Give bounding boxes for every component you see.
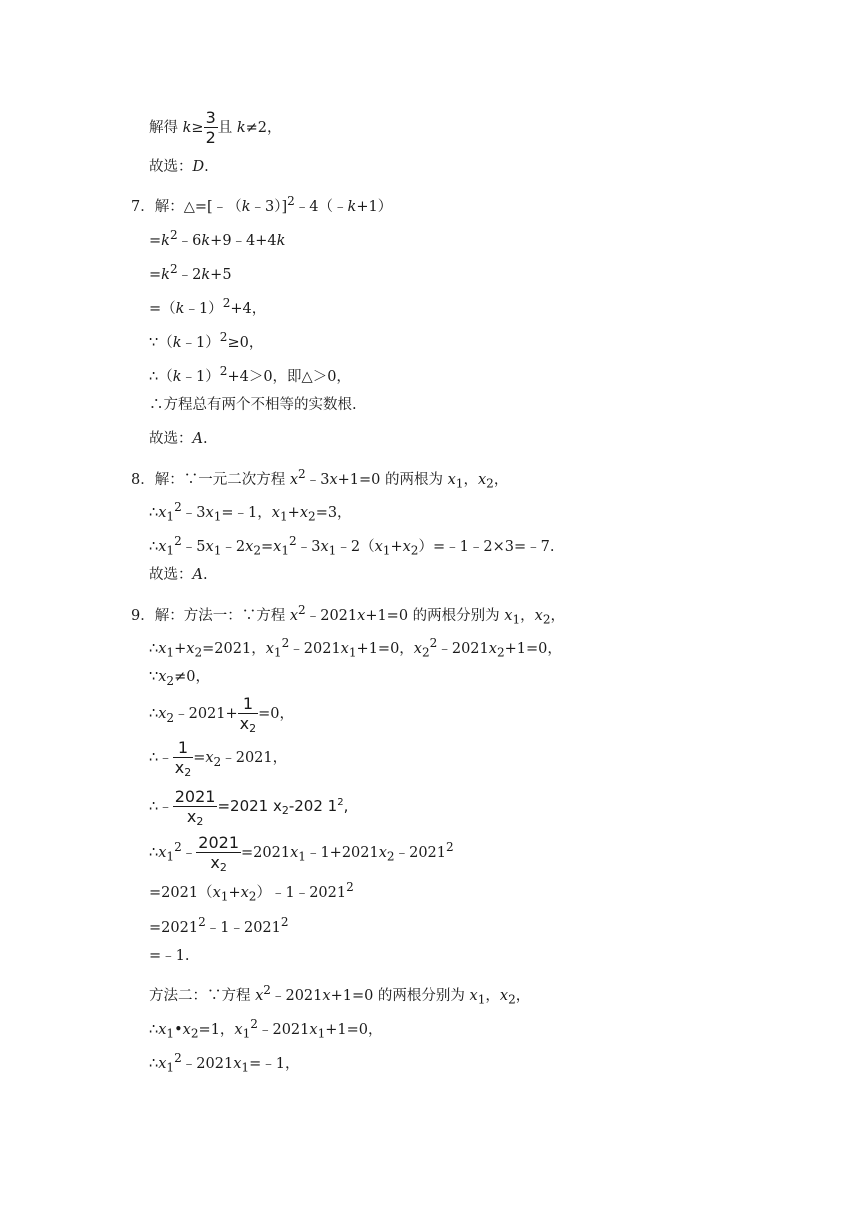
solution-line: ∴﹣ $\frac{1}{x2}$ $=x_2﹣2021$，	[149, 738, 288, 779]
solution-line: $\therefore x_1^2﹣3x_1=﹣1$，$x_1+x_2=3$，	[149, 500, 352, 524]
solution-line: $\because x_2\ne 0$，	[149, 669, 210, 688]
solution-line: =（k﹣1）$^2$+4，	[149, 296, 267, 317]
solution-line: $\therefore x_1•x_2=1$，$x_1^2﹣2021x_1+1=0$，	[149, 1017, 383, 1041]
fraction: $\frac{2021}{x2}$	[174, 787, 216, 828]
solution-line: $\therefore x_1^2﹣5x_1﹣2x_2=x_1^2﹣3x_1﹣2(x_1+x_2)=﹣1﹣2\times 3=﹣7$.	[149, 534, 555, 558]
answer-line: 故选：A.	[149, 567, 208, 583]
fraction: $\frac{1}{x2}$	[239, 694, 257, 735]
problem-8-heading: 8．解：∵一元二次方程 $x^2﹣3x+1=0$ 的两根为 $x_1$，$x_2$，	[131, 467, 509, 491]
solution-line: $\therefore x_1+x_2=2021$，$x_1^2﹣2021x_1+1=0$，$x_2^2﹣2021x_2+1=0$，	[149, 636, 562, 660]
solution-line: ∴﹣ $\frac{2021}{x2}$ =2021 $x_2-202$ $1^2$,	[149, 787, 349, 828]
method-2-heading: 方法二：∵方程 $x^2﹣2021x+1=0$ 的两根分别为 $x_1$，$x_2$，	[149, 983, 531, 1007]
answer-line: 故选：D.	[149, 159, 209, 175]
solution-line: =﹣1.	[149, 948, 190, 964]
solution-line: $=2021^2﹣1﹣2021^2$	[149, 915, 289, 936]
fraction: $\frac{2021}{x2}$	[198, 832, 240, 874]
solution-line: $=k^2﹣2k+5$	[149, 262, 232, 283]
solution-line: 解得 k≥ $\frac{3}{2}$ 且 k≠2，	[149, 108, 282, 147]
solution-line: $=2021(x_1+x_2)﹣1﹣2021^2$	[149, 880, 354, 904]
solution-line: ∴方程总有两个不相等的实数根.	[149, 397, 357, 413]
answer-line: 故选：A.	[149, 431, 208, 447]
solution-line: ∴（k﹣1）$^2$+4＞0，即△＞0，	[149, 364, 351, 385]
solution-line: ∵（k﹣1）$^2$≥0，	[149, 330, 264, 351]
solution-line: $\therefore x_1^2﹣2021x_1=﹣1$，	[149, 1051, 300, 1075]
fraction: $\frac{3}{2}$	[205, 108, 216, 147]
solution-line: $=k^2﹣6k+9﹣4+4k$	[149, 228, 286, 249]
problem-7-heading: 7．解：△=[﹣（k﹣3）]$^2$﹣4（﹣k+1）	[131, 194, 393, 215]
fraction: $\frac{1}{x2}$	[174, 738, 192, 779]
solution-line: $\therefore x_1^2﹣$ $\frac{2021}{x2}$ $=2021x_1﹣1+2021x_2﹣2021^2$	[149, 832, 454, 874]
problem-9-heading: 9．解：方法一：∵方程 $x^2﹣2021x+1=0$ 的两根分别为 $x_1$，$x_2$，	[131, 603, 566, 627]
solution-line: $\therefore x_2﹣2021+$ $\frac{1}{x2}$ =0，	[149, 694, 295, 735]
